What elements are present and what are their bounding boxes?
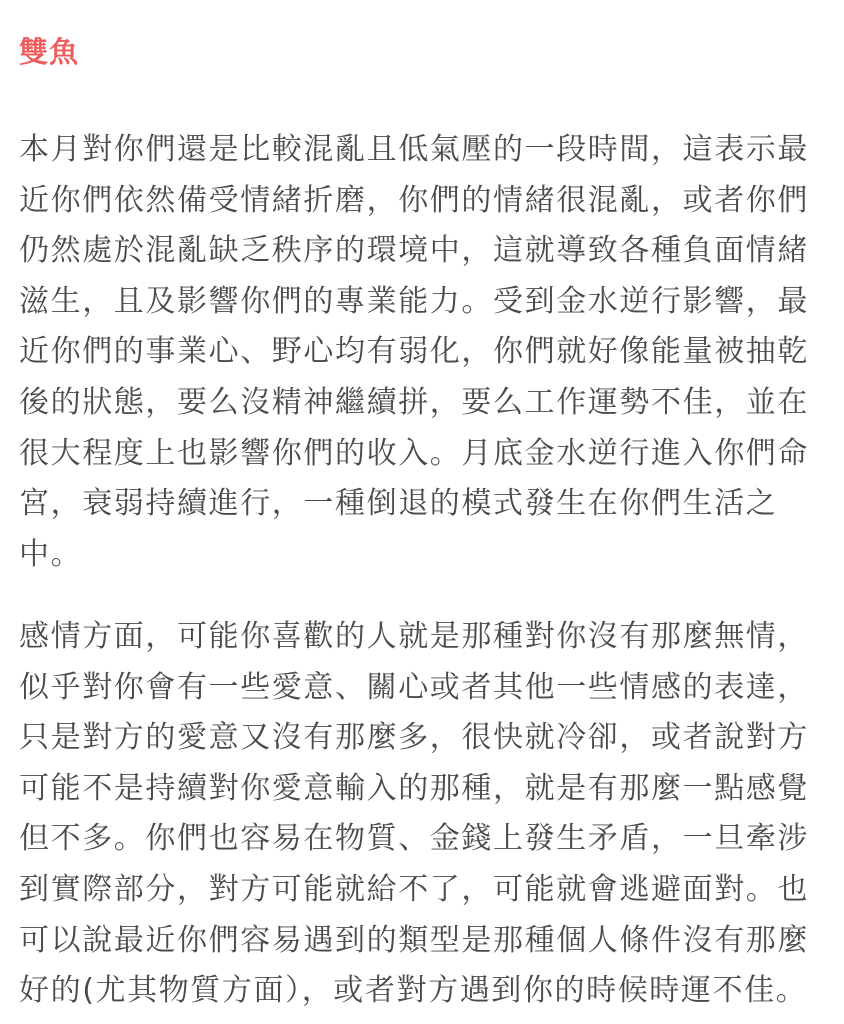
- paragraph-line: 可以說最近你們容易遇到的類型是那種個人條件沒有那麼: [19, 922, 809, 958]
- paragraph-line: 好的(尤其物質方面），或者對方遇到你的時候時運不佳。: [19, 973, 808, 1009]
- career-paragraph: [19, 125, 835, 580]
- paragraph-line: 本月對你們還是比較混亂且低氣壓的一段時間，這表示最: [19, 132, 809, 167]
- paragraph-line: 中。: [19, 536, 83, 572]
- paragraph-line: 宮，衰弱持續進行，一種倒退的模式發生在你們生活之: [19, 486, 778, 522]
- paragraph-line: 滋生，且及影響你們的專業能力。受到金水逆行影響，最: [19, 283, 809, 319]
- paragraph-line: 但不多。你們也容易在物質、金錢上發生矛盾，一旦牽涉: [19, 821, 809, 857]
- paragraph-line: 近你們的事業心、野心均有弱化，你們就好像能量被抽乾: [19, 334, 809, 370]
- paragraph-line: 很大程度上也影響你們的收入。月底金水逆行進入你們命: [19, 435, 809, 471]
- sign-heading: 雙魚: [19, 35, 80, 69]
- paragraph-line: 近你們依然備受情緒折磨，你們的情緒很混亂，或者你們: [19, 182, 809, 218]
- paragraph-line: 似乎對你會有一些愛意、關心或者其他一些情感的表達，: [19, 669, 809, 705]
- paragraph-line: 可能不是持續對你愛意輸入的那種，就是有那麼一點感覺: [19, 770, 809, 806]
- paragraph-line: 後的狀態，要么沒精神繼續拼，要么工作運勢不佳，並在: [19, 384, 809, 420]
- paragraph-line: 仍然處於混亂缺乏秩序的環境中，這就導致各種負面情緒: [19, 233, 809, 269]
- paragraph-line: 到實際部分，對方可能就給不了，可能就會逃避面對。也: [19, 871, 809, 907]
- paragraph-line: 只是對方的愛意又沒有那麼多，很快就冷卻，或者說對方: [19, 720, 809, 756]
- love-paragraph: [19, 612, 835, 1017]
- paragraph-line: 感情方面，可能你喜歡的人就是那種對你沒有那麼無情，: [19, 619, 809, 654]
